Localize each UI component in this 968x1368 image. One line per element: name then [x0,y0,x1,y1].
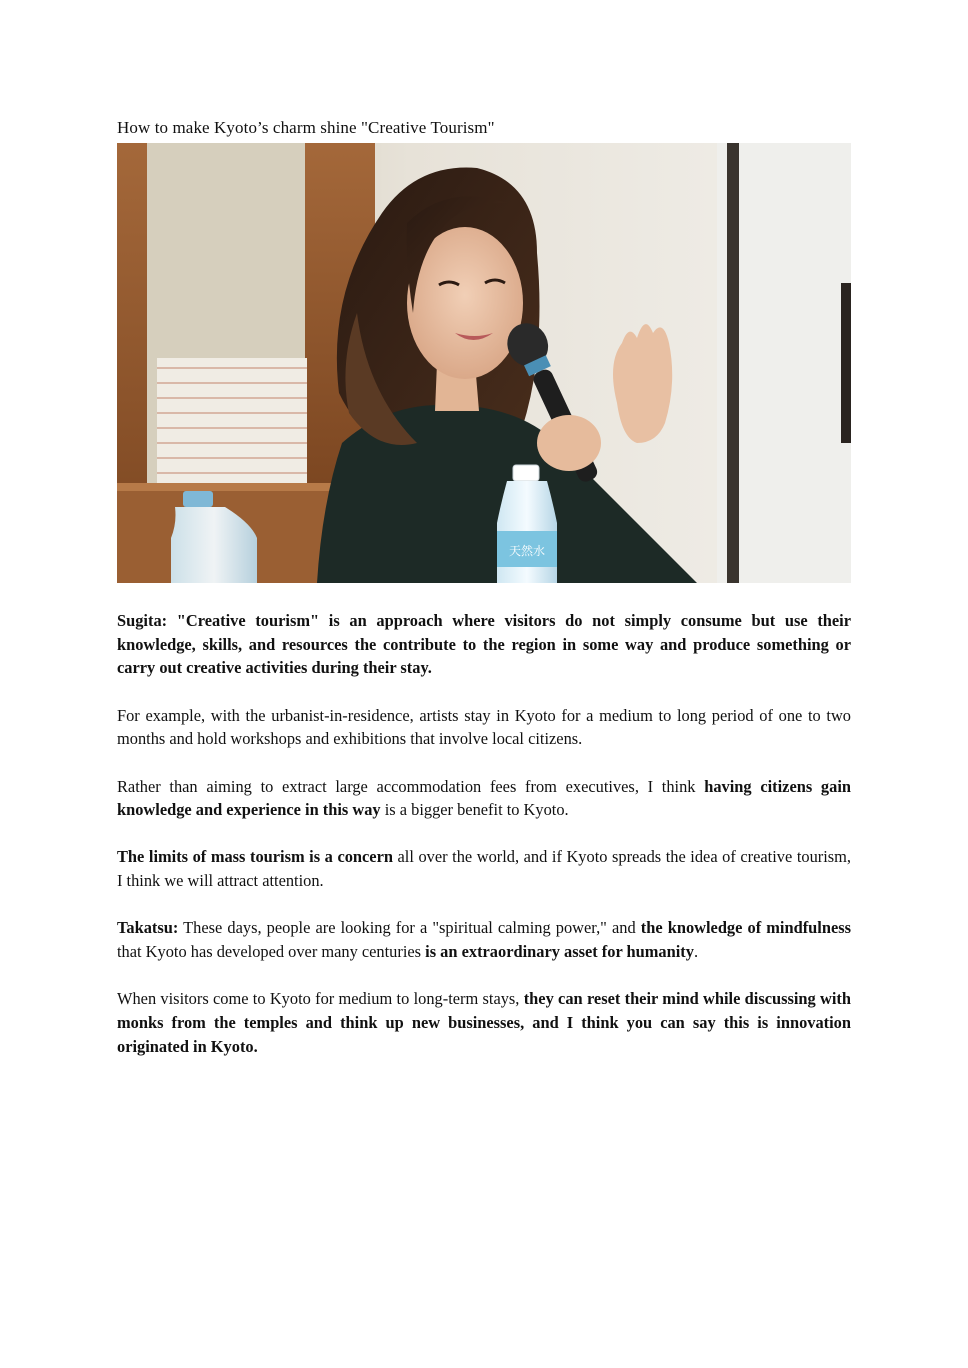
bold-text-run: having citizens gain knowledge and experience in this way [117,776,851,820]
text-run: is a bigger benefit to Kyoto. [380,800,569,820]
bold-text-run: the knowledge of mindfulness [640,918,851,938]
text-run: These days, people are looking for a "spiritual calming power," and [178,918,641,938]
text-run: . [693,942,699,962]
bold-text-run: they can reset their mind while discussing with monks from the temples and think up new businesses, and I think you can say this is innovation originated in Kyoto. [117,989,851,1056]
text-run: Rather than aiming to extract large accommodation fees from executives, I think [117,776,705,796]
bold-text-run: Sugita: "Creative tourism" is an approach where visitors do not simply consume but use their knowledge, skills, and resources the contribute to the region in some way and produce something or carry out creative activities during their stay. [117,611,851,678]
body-paragraph [117,916,851,963]
bold-text-run: is an extraordinary asset for humanity [425,942,694,962]
body-paragraph [117,987,851,1058]
text-run: For example, with the urbanist-in-residence, artists stay in Kyoto for a medium to long period of one to two months and hold workshops and exhibitions that involve local citizens. [117,705,851,749]
text-run: that Kyoto has developed over many centuries [117,942,426,962]
bold-text-run: The limits of mass tourism is a concern [117,847,393,867]
body-paragraph [117,704,851,751]
document-body [117,609,851,1082]
text-run: all over the world, and if Kyoto spreads the idea of creative tourism, I think we will attract attention. [117,847,851,891]
bottle-label: 天然水 [508,544,546,558]
body-paragraph [117,775,851,822]
speaker-photo-illustration [117,143,851,583]
bold-text-run: Takatsu: [117,918,179,938]
text-run: When visitors come to Kyoto for medium to long-term stays, [117,989,524,1009]
document-title: How to make Kyoto’s charm shine "Creative Tourism" [117,118,495,137]
body-paragraph [117,845,851,892]
speaker-photo [117,143,851,583]
body-paragraph [117,609,851,680]
